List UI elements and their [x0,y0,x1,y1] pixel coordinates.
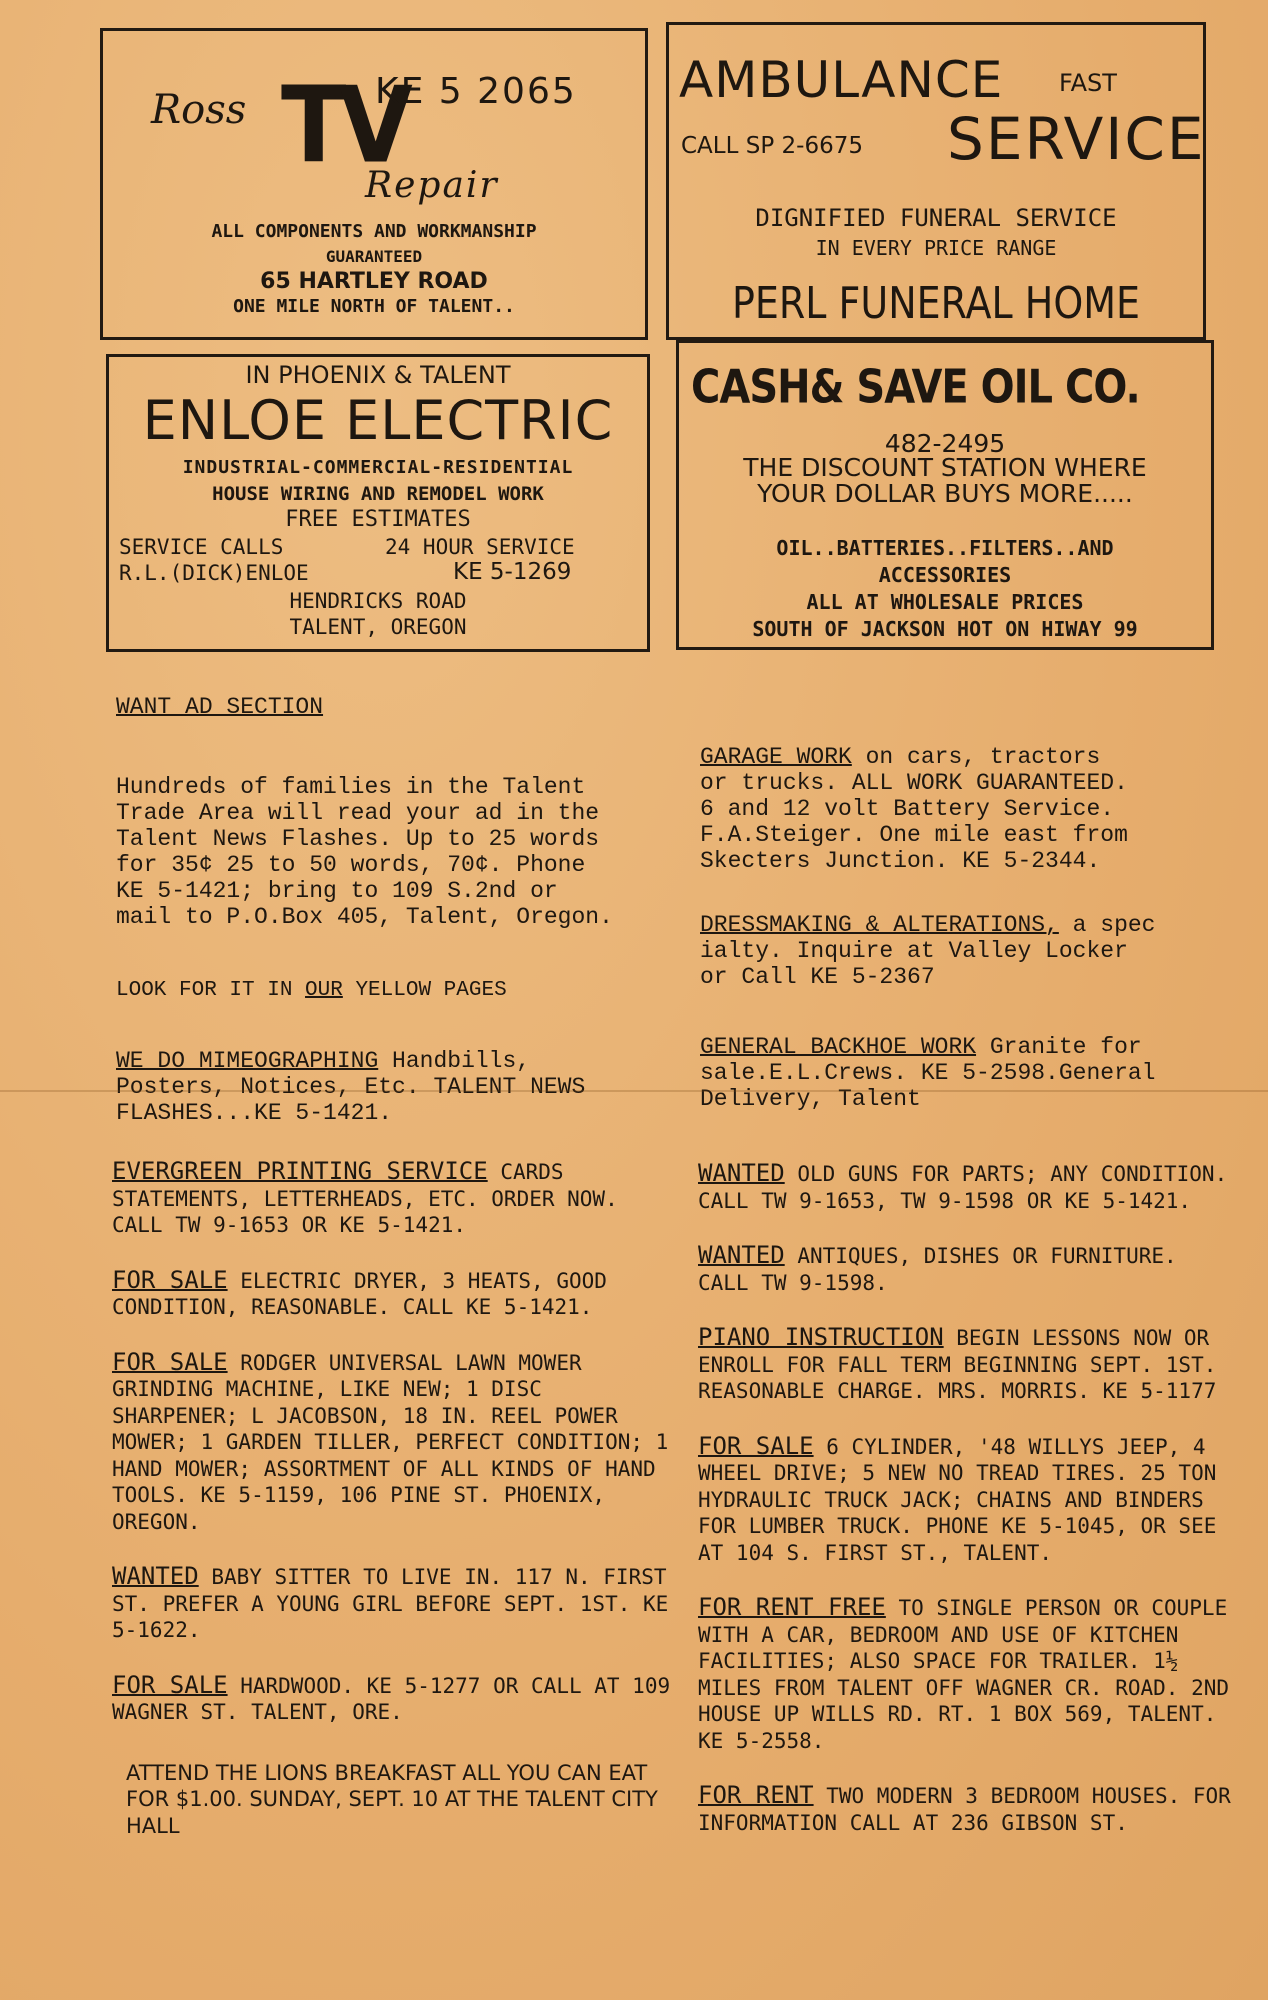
garage-ad [700,744,1240,874]
classified-right-3-body: 6 CYLINDER, '48 WILLYS JEEP, 4 WHEEL DRIVE; 5 NEW NO TREAD TIRES. 25 TON HYDRAULIC TRUCK JACK; CHAINS AND BINDERS FOR LUMBER TRUCK. PHONE KE 5-1045, OR SEE AT 104 S. FIRST ST., TALENT. [698,1434,1217,1565]
classified-left-2-head: FOR SALE [112,1347,228,1376]
page-fold-line [0,1090,1268,1092]
classified-left-3-body: BABY SITTER TO LIVE IN. 117 N. FIRST ST. PREFER A YOUNG GIRL BEFORE SEPT. 1ST. KE 5-1622. [112,1565,669,1642]
ambulance-service-word: SERVICE [947,105,1206,173]
enloe-line-2: HOUSE WIRING AND REMODEL WORK [212,483,544,505]
lions-breakfast-body: ATTEND THE LIONS BREAKFAST ALL YOU CAN EAT FOR $1.00. SUNDAY, SEPT. 10 AT THE TALENT CITY HALL [126,1760,658,1838]
classified-right-5-body: TWO MODERN 3 BEDROOM HOUSES. FOR INFORMATION CALL AT 236 GIBSON ST. [698,1784,1231,1835]
classified-right-4-body: TO SINGLE PERSON OR COUPLE WITH A CAR, BEDROOM AND USE OF KITCHEN FACILITIES; ALSO SPACE FOR TRAILER. 1½ MILES FROM TALENT OFF WAGNER CR. ROAD. 2ND HOUSE UP WILLS RD. RT. 1 BOX 569, TALENT. KE 5-2558. [698,1596,1230,1753]
classified-right-0 [698,1160,1238,1214]
classified-left-0 [112,1158,672,1239]
ad-enloe-electric [106,354,650,652]
dressmaking-body: a spec ialty. Inquire at Valley Locker or Call KE 5-2367 [700,912,1156,990]
backhoe-ad [700,1034,1240,1112]
ambulance-fast: FAST [1059,69,1117,97]
cash-line-4: ACCESSORIES [878,563,1012,587]
enloe-line-3: FREE ESTIMATES [285,507,471,532]
dressmaking-head: DRESSMAKING & ALTERATIONS, [700,912,1059,938]
enloe-top-line: IN PHOENIX & TALENT [245,361,511,389]
classified-left-0-body: CARDS STATEMENTS, LETTERHEADS, ETC. ORDER NOW. CALL TW 9-1653 OR KE 5-1421. [112,1160,618,1237]
funeral-line-2: IN EVERY PRICE RANGE [815,236,1057,260]
garage-body: on cars, tractors or trucks. ALL WORK GUARANTEED. 6 and 12 volt Battery Service. F.A.Steiger. One mile east from Skecters Junction. KE 5-2344. [700,744,1128,874]
ad-ambulance-service [666,22,1206,340]
classified-left-1-body: ELECTRIC DRYER, 3 HEATS, GOOD CONDITION, REASONABLE. CALL KE 5-1421. [112,1268,607,1319]
classified-right-1-body: ANTIQUES, DISHES OR FURNITURE. CALL TW 9-1598. [698,1244,1177,1295]
cash-line-2: YOUR DOLLAR BUYS MORE..... [757,479,1133,508]
ross-address: 65 HARTLEY ROAD [260,269,488,294]
want-ad-column-right [700,718,1240,1138]
ross-script-label: Ross [151,87,247,133]
ross-location: ONE MILE NORTH OF TALENT.. [233,296,515,317]
classified-left-2-body: RODGER UNIVERSAL LAWN MOWER GRINDING MACHINE, LIKE NEW; 1 DISC SHARPENER; L JACOBSON, 18 IN. REEL POWER MOWER; 1 GARDEN TILLER, PERFECT CONDITION; 1 HAND MOWER; ASSORTMENT OF ALL KINDS OF HAND TOOLS. KE 5-1159, 106 PINE ST. PHOENIX, OREGON. [112,1350,669,1534]
cash-phone: 482-2495 [884,429,1006,458]
classified-left-3 [112,1563,672,1644]
ambulance-call: CALL SP 2-6675 [681,133,863,159]
perl-funeral-home: PERL FUNERAL HOME [731,277,1141,329]
classified-left-4-head: FOR SALE [112,1670,228,1699]
classified-right-0-body: OLD GUNS FOR PARTS; ANY CONDITION. CALL TW 9-1653, TW 9-1598 OR KE 5-1421. [698,1162,1228,1213]
backhoe-head: GENERAL BACKHOE WORK [700,1034,977,1060]
want-ad-column-left [116,668,676,1152]
cash-line-1: THE DISCOUNT STATION WHERE [743,453,1147,482]
classified-right-2-body: BEGIN LESSONS NOW OR ENROLL FOR FALL TERM BEGINNING SEPT. 1ST. REASONABLE CHARGE. MRS. MORRIS. KE 5-1177 [698,1326,1217,1403]
ambulance-headline: AMBULANCE [679,51,1004,109]
classified-left-0-head: EVERGREEN PRINTING SERVICE [112,1157,488,1185]
yellow-pages-post: YELLOW PAGES [342,979,507,1002]
classified-right-3 [698,1433,1238,1567]
ross-line-2: GUARANTEED [325,247,423,266]
classified-right-5 [698,1782,1238,1836]
yellow-pages-line [116,978,676,1004]
classified-right-1-head: WANTED [698,1241,785,1269]
classified-right-2-head: PIANO INSTRUCTION [698,1323,944,1351]
tv-logo: TV [281,63,405,187]
classified-left-1-head: FOR SALE [112,1265,228,1294]
want-ad-section-title: WANT AD SECTION [116,694,324,720]
ad-cash-save-oil [676,340,1214,650]
enloe-service-calls: SERVICE CALLS [119,535,284,559]
enloe-line-1: INDUSTRIAL-COMMERCIAL-RESIDENTIAL [182,457,574,478]
cash-line-6: SOUTH OF JACKSON HOT ON HIWAY 99 [752,617,1138,641]
classified-right-4 [698,1594,1238,1754]
cash-line-5: ALL AT WHOLESALE PRICES [806,590,1084,614]
yellow-pages-pre: LOOK FOR IT IN [116,979,306,1002]
mimeograph-body: Handbills, Posters, Notices, Etc. TALENT NEWS FLASHES...KE 5-1421. [116,1048,586,1126]
enloe-24-hour: 24 HOUR SERVICE [385,535,575,559]
lions-breakfast-notice [126,1760,672,1840]
classified-right-5-head: FOR RENT [698,1781,814,1809]
backhoe-body: Granite for sale.E.L.Crews. KE 5-2598.General Delivery, Talent [700,1034,1156,1112]
classified-right-3-head: FOR SALE [698,1431,814,1460]
classified-left-1 [112,1267,672,1321]
enloe-contact: R.L.(DICK)ENLOE [119,561,309,585]
enloe-phone: KE 5-1269 [453,559,572,585]
classified-right-0-head: WANTED [698,1159,785,1187]
repair-script-label: Repair [365,165,499,206]
enloe-road: HENDRICKS ROAD [289,589,467,613]
classifieds-left-column [112,1158,672,1867]
classified-right-2 [698,1324,1238,1405]
classified-left-2 [112,1349,672,1536]
yellow-pages-our: OUR [305,979,343,1002]
classifieds-right-column [698,1160,1238,1864]
classified-left-3-head: WANTED [112,1562,199,1590]
ross-line-1: ALL COMPONENTS AND WORKMANSHIP [211,221,537,242]
enloe-town: TALENT, OREGON [289,615,467,639]
classified-right-1 [698,1242,1238,1296]
cash-line-3: OIL..BATTERIES..FILTERS..AND [776,536,1114,560]
want-ad-intro: Hundreds of families in the Talent Trade Area will read your ad in the Talent News Flashes. Up to 25 words for 35¢ 25 to 50 words, 70¢. Phone KE 5-1421; bring to 109 S.2nd or mail to P.O.Box 405, Talent, Oregon. [116,774,613,930]
mimeograph-head: WE DO MIMEOGRAPHING [116,1048,379,1074]
garage-head: GARAGE WORK [700,744,852,770]
classified-right-4-head: FOR RENT FREE [698,1593,886,1621]
mimeograph-ad [116,1048,676,1126]
ross-phone: KE 5 2065 [375,71,577,112]
enloe-name: ENLOE ELECTRIC [142,389,614,452]
cash-name: CASH& SAVE OIL CO. [691,361,1140,414]
classified-left-4-body: HARDWOOD. KE 5-1277 OR CALL AT 109 WAGNER ST. TALENT, ORE. [112,1673,671,1724]
classified-left-4 [112,1672,672,1726]
dressmaking-ad [700,912,1240,990]
ad-ross-tv-repair [100,28,648,340]
funeral-line-1: DIGNIFIED FUNERAL SERVICE [755,204,1117,232]
